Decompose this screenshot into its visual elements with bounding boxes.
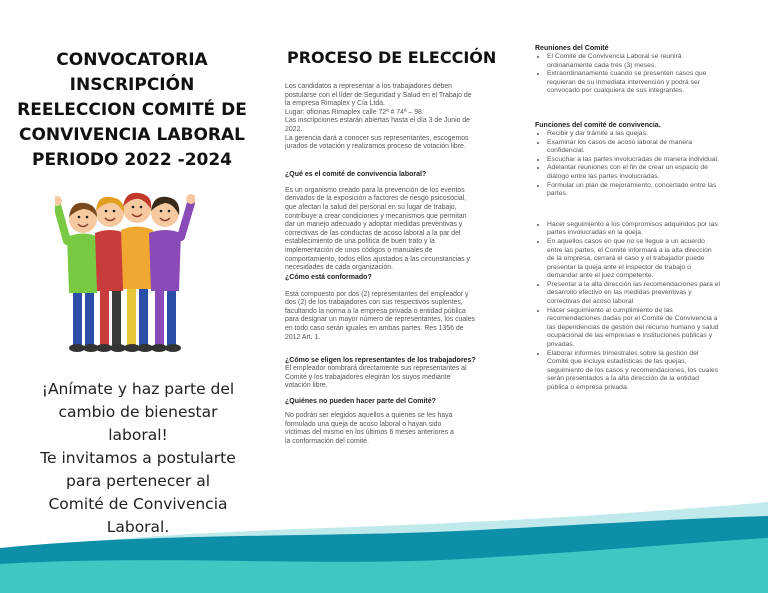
- text-line: El Comité de Convivencia Laboral se reunirá: [547, 53, 682, 60]
- text-line: Hacer seguimiento al cumplimiento de las: [547, 306, 673, 314]
- text-line: la empresa Rimaplex y Cía Ltda.: [285, 100, 385, 108]
- election-section: [285, 356, 505, 391]
- text-line: establecimiento de una política de buen trato y la: [285, 238, 435, 246]
- text-line: en todo caso serán iguales en ambas partes. Res 1356 de: [285, 325, 464, 333]
- list-item: [547, 164, 747, 181]
- list-item: [547, 221, 747, 238]
- text-line: de la empresa, cerrará el caso y el trabajador puede: [547, 255, 705, 263]
- list-item: [547, 53, 747, 70]
- text-line: Comité y los trabajadores elegirán los suyos mediante: [285, 373, 451, 381]
- text-line: pública o empresa privada.: [547, 384, 629, 391]
- cover-title-line: CONVOCATORIA: [56, 50, 208, 70]
- text-line: Las inscripciones estarán abiertas hasta el día 3 de Junio de: [285, 117, 471, 125]
- text-line: víctimas del mismo en los últimos 6 meses anteriores a: [285, 429, 454, 437]
- text-line: Extraordinariamente cuando se presenten casos que: [547, 70, 707, 78]
- list-item: [547, 156, 747, 165]
- functions-list: [535, 130, 747, 199]
- text-line: necesidades de cada organización.: [285, 264, 394, 272]
- text-line: facultando la norma a la empresa privada o entidad pública: [285, 307, 466, 315]
- text-line: recomendaciones dadas por el Comité de Convivencia a: [547, 315, 718, 323]
- list-item: [547, 238, 747, 281]
- meetings-list: [535, 53, 747, 96]
- text-line: serán presentados a la alta dirección de la entidad: [547, 375, 699, 383]
- text-line: ocupacional de las empresas e instituciones públicas y: [547, 332, 713, 340]
- text-line: para designar un mayor número de representantes, los cuales: [285, 316, 475, 324]
- cover-title-line: INSCRIPCIÓN: [69, 75, 195, 95]
- invitation-line: Te invitamos a postularte: [40, 449, 236, 467]
- text-line: Elaborar informes trimestrales sobre la gestión del: [547, 349, 699, 357]
- text-line: diálogo entre las partes involucradas.: [547, 172, 660, 180]
- text-line: presentar la queja ante el inspector de trabajo o: [547, 263, 691, 271]
- text-line: dar un manejo adecuado y adoptar medidas preventivas y: [285, 221, 463, 229]
- text-line: comportamiento, todos ellos ajustados a las circunstancias y: [285, 255, 470, 263]
- ineligible-section: [285, 397, 505, 446]
- text-line: contribuye a crear condiciones y mecanismos que permitan: [285, 212, 467, 220]
- text-line: convocado por cualquiera de sus integrantes.: [547, 87, 685, 95]
- text-line: partes.: [547, 190, 568, 198]
- text-line: No podrán ser elegidos aquellos a quienes se les haya: [285, 412, 453, 420]
- question-heading: ¿Cómo está conformado?: [285, 273, 372, 281]
- text-line: Adelantar reuniones con el fin de crear un espacio de: [547, 164, 708, 172]
- text-line: confidencial.: [547, 147, 585, 155]
- list-item: [547, 350, 747, 393]
- composition-section: [285, 291, 505, 343]
- text-line: Hacer seguimiento a los compromisos adquiridos por las: [547, 220, 718, 228]
- text-line: demandar ante el juez competente.: [547, 272, 654, 280]
- list-item: [547, 182, 747, 199]
- invitation-line: para pertenecer al: [65, 472, 211, 490]
- text-line: correctivas del acoso laboral: [547, 298, 634, 306]
- meetings-heading: Reuniones del Comité: [535, 45, 609, 52]
- question-heading: ¿Cómo se eligen los representantes de los trabajadores?: [285, 357, 476, 365]
- text-line: correctivas de las conductas de acoso laboral a la par del: [285, 229, 461, 237]
- text-line: entre las partes, el Comité informará a la alta dirección: [547, 246, 712, 254]
- left-column: [12, 48, 252, 173]
- functions-heading: Funciones del comité de convivencia.: [535, 121, 661, 129]
- text-line: requieran de su inmediata intervención y podrá ser: [547, 78, 701, 86]
- invitation-line: Laboral.: [106, 518, 170, 536]
- text-line: 2022.: [285, 125, 303, 133]
- cover-title: [12, 48, 252, 173]
- text-line: Formular un plan de mejoramiento, concertado entre las: [547, 181, 717, 189]
- invitation-line: laboral!: [108, 426, 168, 444]
- text-line: postularse con el líder de Seguridad y Salud en el Trabajo de: [285, 91, 472, 99]
- invitation-line: ¡Anímate y haz parte del: [41, 380, 235, 398]
- invitation-line: Comité de Convivencia: [48, 495, 228, 513]
- text-line: la conformación del comité.: [285, 437, 369, 445]
- text-line: ordinariamente cada tres (3) meses.: [547, 61, 657, 69]
- election-process-heading: PROCESO DE ELECCIÓN: [287, 48, 497, 67]
- list-item: [547, 130, 747, 139]
- cover-title-line: CONVIVENCIA LABORAL: [19, 125, 245, 145]
- decorative-wave: [0, 490, 768, 593]
- intro-paragraph: [285, 83, 505, 152]
- list-item: [547, 70, 747, 96]
- text-line: Los candidatos a representar a los trabajadores deben: [285, 83, 453, 90]
- text-line: derivados de la exposición a factores de riesgo psicosocial,: [285, 195, 467, 203]
- list-item: [547, 139, 747, 156]
- text-line: formulado una queja de acoso laboral o hayan sido: [285, 420, 442, 428]
- text-line: Examinar los casos de acoso laboral de manera: [547, 138, 693, 146]
- text-line: Escuchar a las partes involucradas de manera individual.: [547, 155, 719, 163]
- question-heading: ¿Quiénes no pueden hacer parte del Comité?: [285, 398, 436, 406]
- right-column: [535, 44, 747, 393]
- text-line: desarrollo efectivo en las medidas preventivas y: [547, 289, 692, 297]
- text-line: Comité que incluya estadísticas de las quejas,: [547, 358, 687, 366]
- text-line: El empleador nombrará directamente sus representantes al: [285, 365, 467, 373]
- text-line: partes involucradas en la queja.: [547, 229, 643, 237]
- question-heading: ¿Qué es el comité de convivencia laboral?: [285, 170, 427, 178]
- text-line: dos (2) de los trabajadores con sus respectivos suplentes,: [285, 299, 463, 307]
- text-line: La gerencia dará a conocer sus representantes, escogemos: [285, 134, 469, 142]
- text-line: Está compuesto por dos (2) representantes del empleador y: [285, 290, 469, 298]
- text-line: las dependencias de gestión del recurso humano y salud: [547, 323, 719, 331]
- text-line: Es un organismo creado para la prevención de los eventos: [285, 186, 465, 194]
- text-line: 2012 Art. 1.: [285, 333, 321, 341]
- more-functions-list: [535, 221, 747, 393]
- list-item: [547, 307, 747, 350]
- middle-column: [283, 48, 505, 446]
- text-line: Recibir y dar trámite a las quejas.: [547, 129, 648, 137]
- text-line: En aquellos casos en que no se llegue a un acuerdo: [547, 237, 705, 245]
- list-item: [547, 281, 747, 307]
- text-line: Lugar: oficinas Rimaplex calle 72ª # 74ª – 98.: [285, 108, 424, 116]
- cover-title-line: REELECCION COMITÉ DE: [17, 100, 247, 120]
- text-line: implementación de unos códigos o manuales de: [285, 246, 433, 254]
- text-line: votación libre.: [285, 382, 328, 390]
- text-line: jurados de votación y realizamos proceso de votación libre.: [285, 143, 466, 151]
- invitation-line: cambio de bienestar: [58, 403, 218, 421]
- text-line: seguimiento de los casos y recomendaciones, los cuales: [547, 366, 719, 374]
- text-line: que afectan la salud del personal en su lugar de trabajo,: [285, 203, 457, 211]
- children-group-illustration: [55, 175, 195, 360]
- what-is-committee-section: [285, 170, 505, 282]
- cover-title-line: PERIODO 2022 -2024: [31, 150, 233, 170]
- text-line: Presentar a la alta dirección las recomendaciones para el: [547, 280, 721, 288]
- text-line: privadas.: [547, 341, 575, 349]
